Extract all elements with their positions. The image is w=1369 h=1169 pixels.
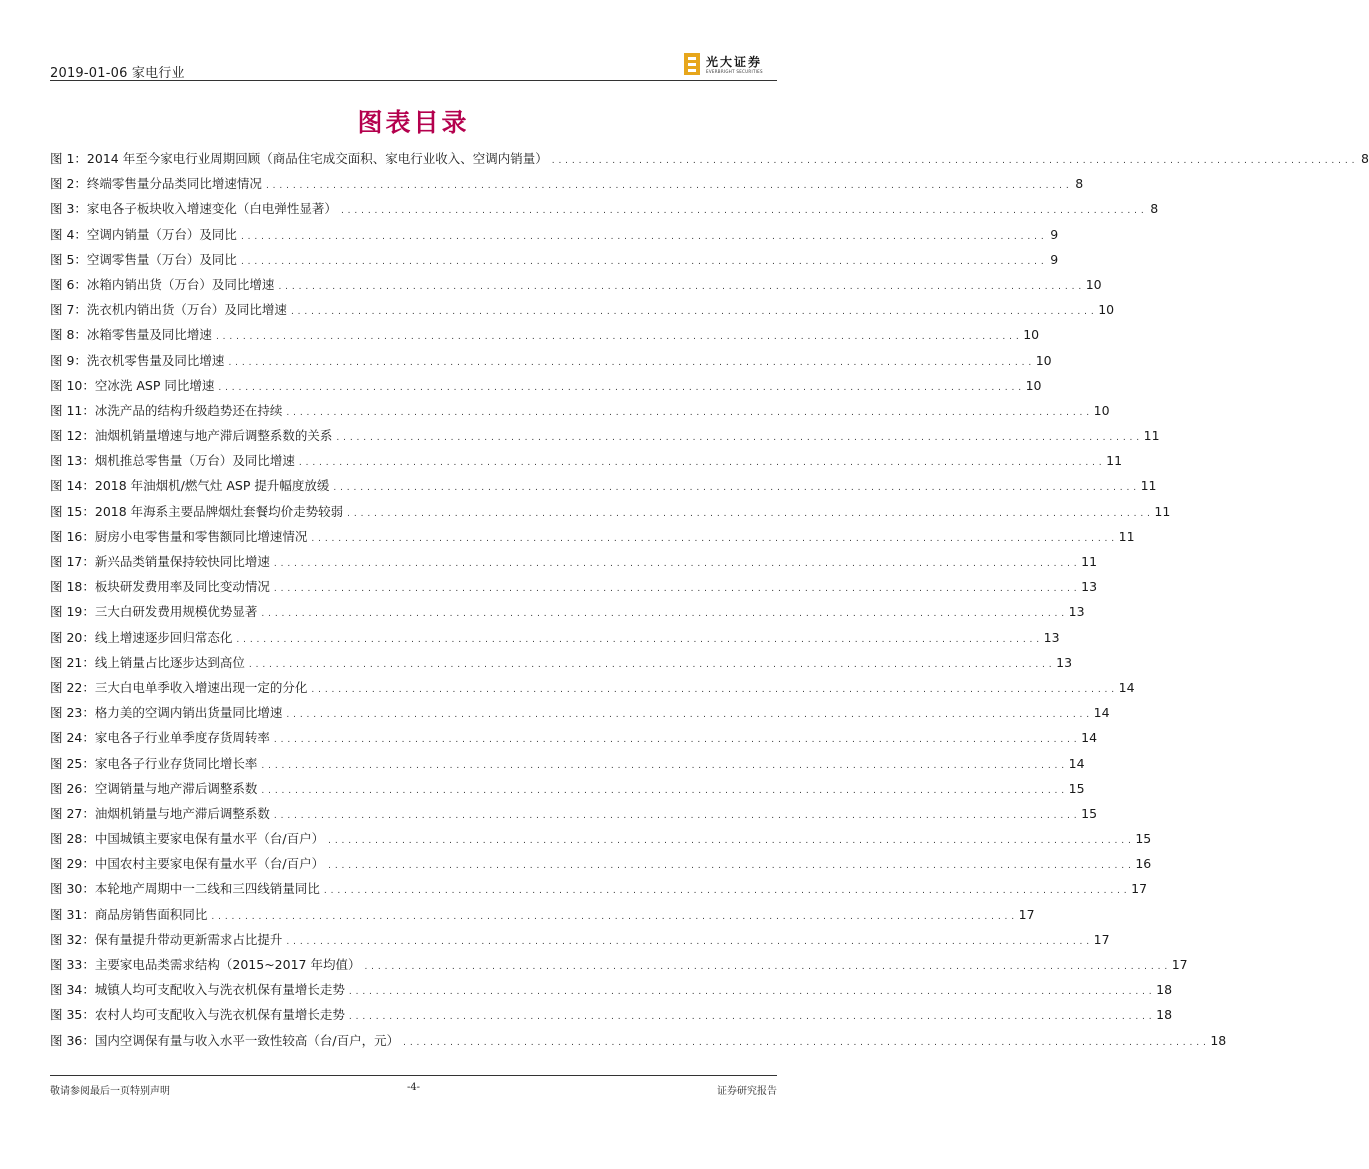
toc-leader-dots: . . . . . . . . . . . . . . . . . . . . . . . . . . . . . . . . . . . . . . . . . . . . . . . . . . . . . . . . . . . . . . . . . . . . . . . . . . . . . . . . . . . . . . . . . . . . . . . . . . . . . . . . . . . . . . . . . . . . . . . . — [328, 861, 1132, 872]
toc-entry-label: 图 11：冰洗产品的结构升级趋势还在持续 — [50, 402, 283, 418]
toc-entry[interactable] — [50, 171, 1084, 196]
toc-entry-label: 图 27：油烟机销量与地产滞后调整系数 — [50, 805, 270, 821]
company-logo — [684, 53, 779, 79]
toc-entry[interactable] — [50, 851, 1152, 876]
toc-entry[interactable] — [50, 272, 1102, 297]
page-title: 图表目录 — [357, 108, 470, 137]
toc-entry-label: 图 32：保有量提升带动更新需求占比提升 — [50, 931, 283, 947]
toc-entry[interactable] — [50, 524, 1135, 549]
toc-entry-page: 11 — [1143, 428, 1160, 444]
toc-entry-page: 17 — [1093, 931, 1110, 947]
toc-entry[interactable] — [50, 650, 1073, 675]
toc-entry-label: 图 22：三大白电单季收入增速出现一定的分化 — [50, 679, 308, 695]
toc-entry-label: 图 30：本轮地产周期中一二线和三四线销量同比 — [50, 881, 320, 897]
toc-entry[interactable] — [50, 574, 1098, 599]
toc-entry-label: 图 25：家电各子行业存货同比增长率 — [50, 755, 258, 771]
toc-entry[interactable] — [50, 876, 1148, 901]
toc-entry-page: 15 — [1081, 805, 1098, 821]
toc-entry[interactable] — [50, 222, 1059, 247]
toc-entry[interactable] — [50, 675, 1135, 700]
toc-entry[interactable] — [50, 322, 1040, 347]
toc-entry-label: 图 9：洗衣机零售量及同比增速 — [50, 352, 225, 368]
toc-entry-page: 10 — [1093, 402, 1110, 418]
toc-entry-page: 10 — [1025, 377, 1042, 393]
toc-leader-dots: . . . . . . . . . . . . . . . . . . . . . . . . . . . . . . . . . . . . . . . . . . . . . . . . . . . . . . . . . . . . . . . . . . . . . . . . . . . . . . . . . . . . . . . . . . . . . . . . . . . . . . . . . . . . . . . . . . . . . . . . — [286, 710, 1090, 721]
toc-entry-label: 图 29：中国农村主要家电保有量水平（台/百户） — [50, 856, 325, 872]
toc-entry-page: 8 — [1361, 151, 1369, 166]
toc-entry-page: 18 — [1210, 1032, 1227, 1048]
toc-entry[interactable] — [50, 348, 1052, 373]
toc-entry[interactable] — [50, 473, 1157, 498]
toc-entry[interactable] — [50, 599, 1085, 624]
footer-report-type: 证券研究报告 — [717, 1086, 777, 1097]
toc-leader-dots: . . . . . . . . . . . . . . . . . . . . . . . . . . . . . . . . . . . . . . . . . . . . . . . . . . . . . . . . . . . . . . . . . . . . . . . . . . . . . . . . . . . . . . . . . . . . . . . . . . . . . . . . . . . . . . . . . . . . . . . . — [218, 382, 1022, 393]
toc-leader-dots: . . . . . . . . . . . . . . . . . . . . . . . . . . . . . . . . . . . . . . . . . . . . . . . . . . . . . . . . . . . . . . . . . . . . . . . . . . . . . . . . . . . . . . . . . . . . . . . . . . . . . . . . . . . . . . . . . . . . . . . . — [551, 156, 1355, 166]
toc-entry-page: 10 — [1098, 302, 1115, 318]
toc-entry-label: 图 19：三大白研发费用规模优势显著 — [50, 604, 258, 620]
toc-entry[interactable] — [50, 448, 1123, 473]
toc-leader-dots: . . . . . . . . . . . . . . . . . . . . . . . . . . . . . . . . . . . . . . . . . . . . . . . . . . . . . . . . . . . . . . . . . . . . . . . . . . . . . . . . . . . . . . . . . . . . . . . . . . . . . . . . . . . . . . . . . . . . . . . . — [348, 1012, 1153, 1023]
toc-leader-dots: . . . . . . . . . . . . . . . . . . . . . . . . . . . . . . . . . . . . . . . . . . . . . . . . . . . . . . . . . . . . . . . . . . . . . . . . . . . . . . . . . . . . . . . . . . . . . . . . . . . . . . . . . . . . . . . . . . . . . . . . — [348, 987, 1153, 998]
toc-leader-dots: . . . . . . . . . . . . . . . . . . . . . . . . . . . . . . . . . . . . . . . . . . . . . . . . . . . . . . . . . . . . . . . . . . . . . . . . . . . . . . . . . . . . . . . . . . . . . . . . . . . . . . . . . . . . . . . . . . . . . . . . — [228, 357, 1032, 368]
toc-entry-page: 15 — [1068, 780, 1085, 796]
toc-entry-page: 11 — [1106, 453, 1123, 469]
logo-text-cn: 光大证券 — [706, 55, 763, 69]
toc-entry-page: 10 — [1035, 352, 1052, 368]
toc-leader-dots: . . . . . . . . . . . . . . . . . . . . . . . . . . . . . . . . . . . . . . . . . . . . . . . . . . . . . . . . . . . . . . . . . . . . . . . . . . . . . . . . . . . . . . . . . . . . . . . . . . . . . . . . . . . . . . . . . . . . . . . . — [215, 332, 1020, 343]
toc-entry-label: 图 1：2014 年至今家电行业周期回顾（商品住宅成交面积、家电行业收入、空调内销量） — [50, 151, 548, 166]
toc-leader-dots: . . . . . . . . . . . . . . . . . . . . . . . . . . . . . . . . . . . . . . . . . . . . . . . . . . . . . . . . . . . . . . . . . . . . . . . . . . . . . . . . . . . . . . . . . . . . . . . . . . . . . . . . . . . . . . . . . . . . . . . . — [311, 684, 1115, 695]
toc-leader-dots: . . . . . . . . . . . . . . . . . . . . . . . . . . . . . . . . . . . . . . . . . . . . . . . . . . . . . . . . . . . . . . . . . . . . . . . . . . . . . . . . . . . . . . . . . . . . . . . . . . . . . . . . . . . . . . . . . . . . . . . . — [273, 559, 1078, 569]
toc-leader-dots: . . . . . . . . . . . . . . . . . . . . . . . . . . . . . . . . . . . . . . . . . . . . . . . . . . . . . . . . . . . . . . . . . . . . . . . . . . . . . . . . . . . . . . . . . . . . . . . . . . . . . . . . . . . . . . . . . . . . . . . . — [403, 1037, 1207, 1048]
toc-leader-dots: . . . . . . . . . . . . . . . . . . . . . . . . . . . . . . . . . . . . . . . . . . . . . . . . . . . . . . . . . . . . . . . . . . . . . . . . . . . . . . . . . . . . . . . . . . . . . . . . . . . . . . . . . . . . . . . . . . . . . . . . — [286, 407, 1090, 418]
toc-entry[interactable] — [50, 146, 1369, 171]
toc-entry-label: 图 14：2018 年油烟机/燃气灶 ASP 提升幅度放缓 — [50, 478, 330, 494]
toc-entry-label: 图 31：商品房销售面积同比 — [50, 906, 208, 922]
toc-entry-page: 14 — [1081, 730, 1098, 746]
toc-leader-dots: . . . . . . . . . . . . . . . . . . . . . . . . . . . . . . . . . . . . . . . . . . . . . . . . . . . . . . . . . . . . . . . . . . . . . . . . . . . . . . . . . . . . . . . . . . . . . . . . . . . . . . . . . . . . . . . . . . . . . . . . — [298, 458, 1103, 469]
toc-entry[interactable] — [50, 373, 1042, 398]
logo-mark-icon — [684, 53, 700, 75]
toc-leader-dots: . . . . . . . . . . . . . . . . . . . . . . . . . . . . . . . . . . . . . . . . . . . . . . . . . . . . . . . . . . . . . . . . . . . . . . . . . . . . . . . . . . . . . . . . . . . . . . . . . . . . . . . . . . . . . . . . . . . . . . . . — [240, 256, 1045, 267]
toc-entry-label: 图 33：主要家电品类需求结构（2015~2017 年均值） — [50, 957, 361, 972]
toc-entry[interactable] — [50, 549, 1098, 574]
toc-leader-dots: . . . . . . . . . . . . . . . . . . . . . . . . . . . . . . . . . . . . . . . . . . . . . . . . . . . . . . . . . . . . . . . . . . . . . . . . . . . . . . . . . . . . . . . . . . . . . . . . . . . . . . . . . . . . . . . . . . . . . . . . — [211, 911, 1015, 922]
toc-entry-page: 11 — [1154, 503, 1171, 519]
toc-leader-dots: . . . . . . . . . . . . . . . . . . . . . . . . . . . . . . . . . . . . . . . . . . . . . . . . . . . . . . . . . . . . . . . . . . . . . . . . . . . . . . . . . . . . . . . . . . . . . . . . . . . . . . . . . . . . . . . . . . . . . . . . — [273, 810, 1078, 821]
toc-entry-page: 17 — [1131, 881, 1148, 897]
header-date-section: 2019-01-06 家电行业 — [50, 66, 185, 81]
toc-entry-page: 10 — [1085, 276, 1102, 292]
toc-entry-label: 图 3：家电各子板块收入增速变化（白电弹性显著） — [50, 201, 337, 217]
toc-entry[interactable] — [50, 776, 1085, 801]
toc-leader-dots: . . . . . . . . . . . . . . . . . . . . . . . . . . . . . . . . . . . . . . . . . . . . . . . . . . . . . . . . . . . . . . . . . . . . . . . . . . . . . . . . . . . . . . . . . . . . . . . . . . . . . . . . . . . . . . . . . . . . . . . . — [248, 659, 1053, 670]
toc-leader-dots: . . . . . . . . . . . . . . . . . . . . . . . . . . . . . . . . . . . . . . . . . . . . . . . . . . . . . . . . . . . . . . . . . . . . . . . . . . . . . . . . . . . . . . . . . . . . . . . . . . . . . . . . . . . . . . . . . . . . . . . . — [323, 886, 1128, 897]
toc-leader-dots: . . . . . . . . . . . . . . . . . . . . . . . . . . . . . . . . . . . . . . . . . . . . . . . . . . . . . . . . . . . . . . . . . . . . . . . . . . . . . . . . . . . . . . . . . . . . . . . . . . . . . . . . . . . . . . . . . . . . . . . . — [347, 508, 1151, 519]
toc-leader-dots: . . . . . . . . . . . . . . . . . . . . . . . . . . . . . . . . . . . . . . . . . . . . . . . . . . . . . . . . . . . . . . . . . . . . . . . . . . . . . . . . . . . . . . . . . . . . . . . . . . . . . . . . . . . . . . . . . . . . . . . . — [278, 281, 1082, 292]
toc-entry[interactable] — [50, 927, 1110, 952]
toc-entry-label: 图 36：国内空调保有量与收入水平一致性较高（台/百户，元） — [50, 1032, 400, 1048]
toc-leader-dots: . . . . . . . . . . . . . . . . . . . . . . . . . . . . . . . . . . . . . . . . . . . . . . . . . . . . . . . . . . . . . . . . . . . . . . . . . . . . . . . . . . . . . . . . . . . . . . . . . . . . . . . . . . . . . . . . . . . . . . . . — [261, 760, 1065, 771]
footer-disclaimer: 敬请参阅最后一页特别声明 — [50, 1086, 170, 1097]
toc-entry-page: 9 — [1050, 251, 1059, 267]
toc-entry[interactable] — [50, 725, 1098, 750]
toc-entry[interactable] — [50, 977, 1173, 1002]
toc-leader-dots: . . . . . . . . . . . . . . . . . . . . . . . . . . . . . . . . . . . . . . . . . . . . . . . . . . . . . . . . . . . . . . . . . . . . . . . . . . . . . . . . . . . . . . . . . . . . . . . . . . . . . . . . . . . . . . . . . . . . . . . . — [340, 206, 1145, 217]
toc-entry-label: 图 21：线上销量占比逐步达到高位 — [50, 654, 245, 670]
toc-entry-label: 图 24：家电各子行业单季度存货周转率 — [50, 730, 270, 746]
toc-entry-label: 图 26：空调销量与地产滞后调整系数 — [50, 780, 258, 796]
toc-entry[interactable] — [50, 398, 1110, 423]
toc-entry-page: 8 — [1150, 201, 1159, 217]
toc-entry-label: 图 4：空调内销量（万台）及同比 — [50, 226, 237, 242]
toc-leader-dots: . . . . . . . . . . . . . . . . . . . . . . . . . . . . . . . . . . . . . . . . . . . . . . . . . . . . . . . . . . . . . . . . . . . . . . . . . . . . . . . . . . . . . . . . . . . . . . . . . . . . . . . . . . . . . . . . . . . . . . . . — [273, 584, 1078, 595]
logo-text-en: EVERBRIGHT SECURITIES — [706, 69, 763, 74]
toc-entry[interactable] — [50, 625, 1060, 650]
toc-leader-dots: . . . . . . . . . . . . . . . . . . . . . . . . . . . . . . . . . . . . . . . . . . . . . . . . . . . . . . . . . . . . . . . . . . . . . . . . . . . . . . . . . . . . . . . . . . . . . . . . . . . . . . . . . . . . . . . . . . . . . . . . — [240, 231, 1045, 242]
toc-entry[interactable] — [50, 247, 1059, 272]
page-number: -4- — [406, 1082, 421, 1093]
toc-leader-dots: . . . . . . . . . . . . . . . . . . . . . . . . . . . . . . . . . . . . . . . . . . . . . . . . . . . . . . . . . . . . . . . . . . . . . . . . . . . . . . . . . . . . . . . . . . . . . . . . . . . . . . . . . . . . . . . . . . . . . . . . — [328, 836, 1132, 847]
toc-entry-page: 14 — [1118, 679, 1135, 695]
toc-leader-dots: . . . . . . . . . . . . . . . . . . . . . . . . . . . . . . . . . . . . . . . . . . . . . . . . . . . . . . . . . . . . . . . . . . . . . . . . . . . . . . . . . . . . . . . . . . . . . . . . . . . . . . . . . . . . . . . . . . . . . . . . — [333, 483, 1137, 494]
toc-entry-page: 8 — [1075, 176, 1084, 192]
toc-entry-label: 图 2：终端零售量分品类同比增速情况 — [50, 176, 262, 192]
toc-entry-label: 图 7：洗衣机内销出货（万台）及同比增速 — [50, 302, 287, 318]
toc-leader-dots: . . . . . . . . . . . . . . . . . . . . . . . . . . . . . . . . . . . . . . . . . . . . . . . . . . . . . . . . . . . . . . . . . . . . . . . . . . . . . . . . . . . . . . . . . . . . . . . . . . . . . . . . . . . . . . . . . . . . . . . . — [364, 962, 1168, 972]
toc-entry-label: 图 28：中国城镇主要家电保有量水平（台/百户） — [50, 831, 325, 847]
toc-entry[interactable] — [50, 700, 1110, 725]
table-of-figures — [50, 146, 1369, 1053]
toc-entry[interactable] — [50, 1002, 1173, 1027]
toc-entry[interactable] — [50, 826, 1152, 851]
toc-entry[interactable] — [50, 751, 1085, 776]
toc-leader-dots: . . . . . . . . . . . . . . . . . . . . . . . . . . . . . . . . . . . . . . . . . . . . . . . . . . . . . . . . . . . . . . . . . . . . . . . . . . . . . . . . . . . . . . . . . . . . . . . . . . . . . . . . . . . . . . . . . . . . . . . . — [236, 634, 1040, 645]
toc-entry-page: 9 — [1050, 226, 1059, 242]
toc-entry-label: 图 17：新兴品类销量保持较快同比增速 — [50, 554, 270, 569]
toc-entry-label: 图 15：2018 年海系主要品牌烟灶套餐均价走势较弱 — [50, 503, 344, 519]
toc-leader-dots: . . . . . . . . . . . . . . . . . . . . . . . . . . . . . . . . . . . . . . . . . . . . . . . . . . . . . . . . . . . . . . . . . . . . . . . . . . . . . . . . . . . . . . . . . . . . . . . . . . . . . . . . . . . . . . . . . . . . . . . . — [265, 181, 1070, 192]
toc-entry-page: 11 — [1140, 478, 1157, 494]
toc-entry-page: 15 — [1135, 831, 1152, 847]
toc-entry-page: 13 — [1081, 579, 1098, 595]
toc-entry-label: 图 12：油烟机销量增速与地产滞后调整系数的关系 — [50, 428, 333, 444]
toc-leader-dots: . . . . . . . . . . . . . . . . . . . . . . . . . . . . . . . . . . . . . . . . . . . . . . . . . . . . . . . . . . . . . . . . . . . . . . . . . . . . . . . . . . . . . . . . . . . . . . . . . . . . . . . . . . . . . . . . . . . . . . . . — [311, 533, 1115, 544]
toc-leader-dots: . . . . . . . . . . . . . . . . . . . . . . . . . . . . . . . . . . . . . . . . . . . . . . . . . . . . . . . . . . . . . . . . . . . . . . . . . . . . . . . . . . . . . . . . . . . . . . . . . . . . . . . . . . . . . . . . . . . . . . . . — [261, 609, 1065, 620]
toc-entry-label: 图 16：厨房小电零售量和零售额同比增速情况 — [50, 528, 308, 544]
toc-entry-page: 16 — [1135, 856, 1152, 872]
toc-entry-label: 图 6：冰箱内销出货（万台）及同比增速 — [50, 276, 275, 292]
toc-entry[interactable] — [50, 499, 1171, 524]
toc-entry-page: 13 — [1068, 604, 1085, 620]
footer-divider — [50, 1075, 777, 1076]
toc-entry[interactable] — [50, 196, 1159, 221]
toc-entry-page: 18 — [1156, 1007, 1173, 1023]
toc-entry-page: 10 — [1023, 327, 1040, 343]
toc-leader-dots: . . . . . . . . . . . . . . . . . . . . . . . . . . . . . . . . . . . . . . . . . . . . . . . . . . . . . . . . . . . . . . . . . . . . . . . . . . . . . . . . . . . . . . . . . . . . . . . . . . . . . . . . . . . . . . . . . . . . . . . . — [290, 307, 1095, 318]
toc-entry-page: 17 — [1018, 906, 1035, 922]
toc-entry-label: 图 10：空冰洗 ASP 同比增速 — [50, 377, 215, 393]
toc-entry-page: 13 — [1056, 654, 1073, 670]
toc-leader-dots: . . . . . . . . . . . . . . . . . . . . . . . . . . . . . . . . . . . . . . . . . . . . . . . . . . . . . . . . . . . . . . . . . . . . . . . . . . . . . . . . . . . . . . . . . . . . . . . . . . . . . . . . . . . . . . . . . . . . . . . . — [286, 936, 1090, 947]
toc-entry-label: 图 13：烟机推总零售量（万台）及同比增速 — [50, 453, 295, 469]
toc-entry-label: 图 18：板块研发费用率及同比变动情况 — [50, 579, 270, 595]
toc-entry-page: 11 — [1081, 554, 1098, 569]
toc-entry[interactable] — [50, 801, 1098, 826]
toc-entry-page: 13 — [1043, 629, 1060, 645]
toc-entry-page: 14 — [1093, 705, 1110, 721]
toc-entry-label: 图 34：城镇人均可支配收入与洗衣机保有量增长走势 — [50, 982, 345, 998]
toc-leader-dots: . . . . . . . . . . . . . . . . . . . . . . . . . . . . . . . . . . . . . . . . . . . . . . . . . . . . . . . . . . . . . . . . . . . . . . . . . . . . . . . . . . . . . . . . . . . . . . . . . . . . . . . . . . . . . . . . . . . . . . . . — [336, 433, 1140, 444]
toc-entry-page: 17 — [1171, 957, 1188, 972]
toc-entry[interactable] — [50, 1028, 1227, 1053]
toc-leader-dots: . . . . . . . . . . . . . . . . . . . . . . . . . . . . . . . . . . . . . . . . . . . . . . . . . . . . . . . . . . . . . . . . . . . . . . . . . . . . . . . . . . . . . . . . . . . . . . . . . . . . . . . . . . . . . . . . . . . . . . . . — [261, 785, 1065, 796]
toc-entry-page: 11 — [1118, 528, 1135, 544]
toc-entry-page: 18 — [1156, 982, 1173, 998]
toc-entry[interactable] — [50, 902, 1035, 927]
header-divider — [50, 80, 777, 81]
toc-entry[interactable] — [50, 952, 1188, 977]
toc-entry-label: 图 20：线上增速逐步回归常态化 — [50, 629, 233, 645]
toc-entry-label: 图 8：冰箱零售量及同比增速 — [50, 327, 212, 343]
toc-entry-label: 图 5：空调零售量（万台）及同比 — [50, 251, 237, 267]
toc-entry-label: 图 35：农村人均可支配收入与洗衣机保有量增长走势 — [50, 1007, 345, 1023]
toc-entry[interactable] — [50, 297, 1115, 322]
toc-entry[interactable] — [50, 423, 1160, 448]
toc-entry-page: 14 — [1068, 755, 1085, 771]
toc-leader-dots: . . . . . . . . . . . . . . . . . . . . . . . . . . . . . . . . . . . . . . . . . . . . . . . . . . . . . . . . . . . . . . . . . . . . . . . . . . . . . . . . . . . . . . . . . . . . . . . . . . . . . . . . . . . . . . . . . . . . . . . . — [273, 735, 1078, 746]
toc-entry-label: 图 23：格力美的空调内销出货量同比增速 — [50, 705, 283, 721]
